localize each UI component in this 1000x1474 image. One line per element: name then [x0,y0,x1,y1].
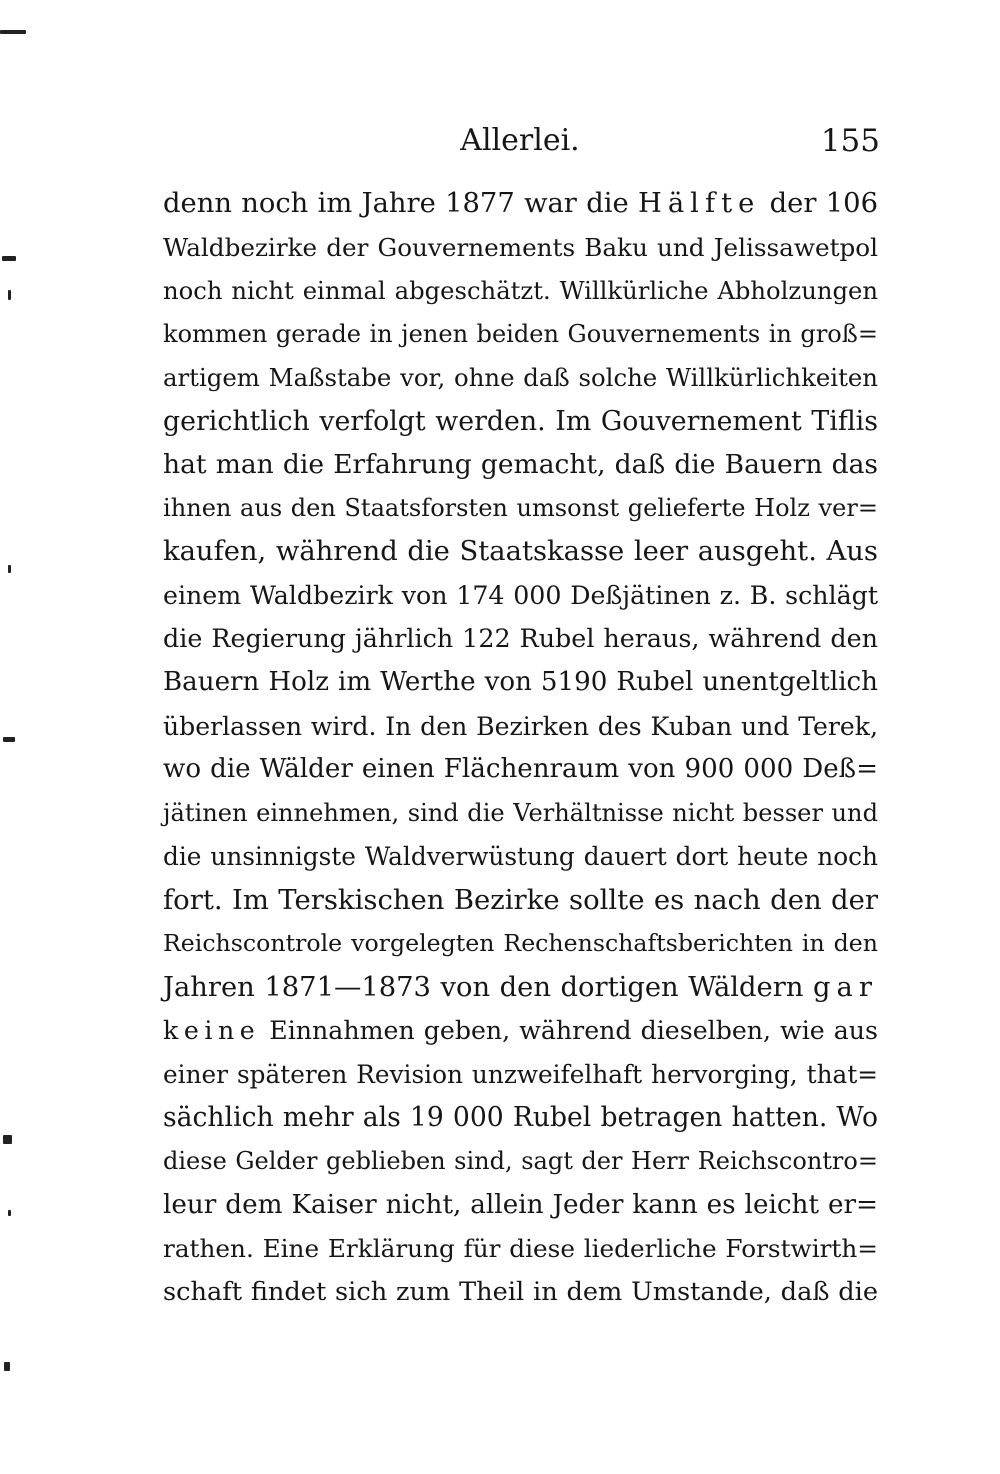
text-line [163,1140,878,1184]
text-line [163,1184,878,1228]
text-segment: wo die Wälder einen Flächenraum von 900 000 Deß= [163,754,878,785]
text-line [163,226,878,270]
text-segment: einem Waldbezirk von 174 000 Deßjätinen z. B. schlägt [163,580,878,610]
text-segment: ihnen aus den Staatsforsten umsonst gelieferte Holz ver= [163,493,878,522]
running-title: Allerlei. [460,123,580,158]
text-segment: überlassen wird. In den Bezirken des Kuban und Terek, [163,711,878,741]
text-segment: der 106 [760,188,878,219]
text-line [163,574,878,618]
text-line [163,835,878,879]
text-segment: kaufen, während die Staatskasse leer ausgeht. Aus [163,536,878,568]
text-line [163,269,878,313]
text-segment: Einnahmen geben, während dieselben, wie aus [260,1016,878,1046]
text-line [163,356,878,400]
scan-edge-mark [3,737,15,742]
text-line [163,922,878,966]
text-line [163,879,878,923]
text-line [163,1271,878,1315]
text-line [163,705,878,749]
text-segment: einer späteren Revision unzweifelhaft hervorging, that= [163,1059,878,1089]
scan-edge-mark [8,1210,11,1216]
text-line [163,313,878,357]
text-line [163,487,878,531]
text-segment: diese Gelder geblieben sind, sagt der Herr Reichscontro= [163,1147,878,1176]
text-segment: Waldbezirke der Gouvernements Baku und Jelissawetpol [163,232,878,262]
text-segment: schaft findet sich zum Theil in dem Umstande, daß die [163,1276,878,1307]
text-segment: fort. Im Terskischen Bezirke sollte es nach den der [163,883,878,916]
emphasized-text: keine [163,1016,261,1046]
text-segment: Jahren 1871—1873 von den dortigen Wäldern [163,971,814,1003]
text-line [163,661,878,705]
text-segment: hat man die Erfahrung gemacht, daß die Bauern das [163,449,878,481]
scan-edge-mark [3,1135,12,1144]
text-segment: sächlich mehr als 19 000 Rubel betragen hatten. Wo [163,1102,878,1134]
text-segment: die unsinnigste Waldverwüstung dauert dort heute noch [163,842,878,872]
scan-edge-mark [2,256,16,261]
text-line [163,748,878,792]
text-line [163,1009,878,1053]
text-line [163,400,878,444]
text-segment: denn noch im Jahre 1877 war die [163,188,638,219]
text-line [163,966,878,1010]
text-segment: die Regierung jährlich 122 Rubel heraus, während den [163,623,878,654]
text-segment: kommen gerade in jenen beiden Gouvernements in groß= [163,319,878,348]
text-line [163,617,878,661]
text-line [163,530,878,574]
text-line [163,443,878,487]
page-number: 155 [820,123,880,159]
scan-edge-mark [0,30,26,34]
text-segment: leur dem Kaiser nicht, allein Jeder kann es leicht er= [163,1189,878,1220]
text-line [163,182,878,226]
text-segment: gerichtlich verfolgt werden. Im Gouvernement Tiflis [163,405,878,437]
text-line [163,1053,878,1097]
scan-edge-mark [4,1362,10,1371]
scan-edge-mark [8,290,11,300]
text-segment: noch nicht einmal abgeschätzt. Willkürliche Abholzungen [163,276,878,306]
running-head [160,118,880,164]
text-segment: jätinen einnehmen, sind die Verhältnisse nicht besser und [163,798,878,827]
text-line [163,1096,878,1140]
text-line [163,792,878,836]
body-text [163,182,878,1314]
scan-edge-mark [8,565,11,573]
text-line [163,1227,878,1271]
emphasized-text: Hälfte [637,188,761,219]
text-segment: Reichscontrole vorgelegten Rechenschaftsberichten in den [163,929,878,958]
emphasized-text: gar [813,971,878,1003]
text-segment: rathen. Eine Erklärung für diese liederliche Forstwirth= [163,1234,878,1264]
text-segment: Bauern Holz im Werthe von 5190 Rubel unentgeltlich [163,667,878,698]
text-segment: artigem Maßstabe vor, ohne daß solche Willkürlichkeiten [163,363,878,393]
